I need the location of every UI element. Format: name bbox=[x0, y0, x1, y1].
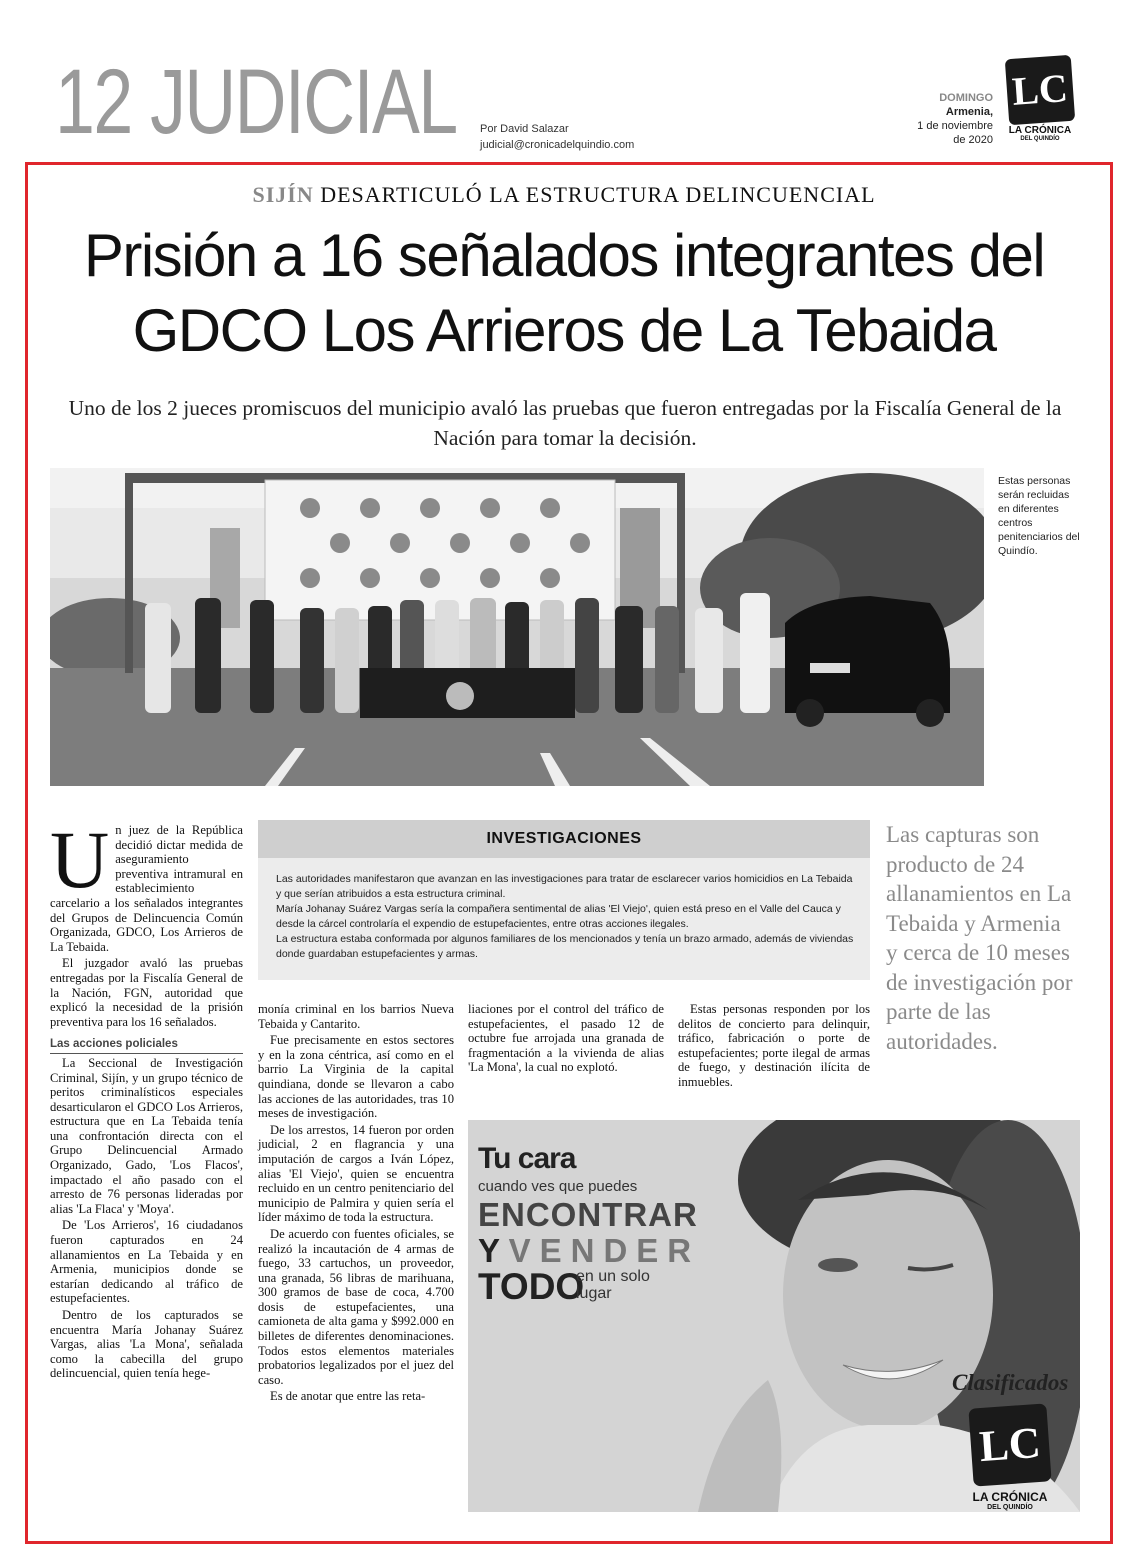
ad-line-4: Y VENDER bbox=[478, 1232, 701, 1269]
deck: Uno de los 2 jueces promiscuos del municipio avaló las pruebas que fueron entregadas por la Fiscalía General de la Nación para tomar la decisión. bbox=[68, 396, 1062, 450]
ad-brand: Clasificados bbox=[952, 1370, 1069, 1395]
date-line-2: de 2020 bbox=[953, 134, 993, 146]
paragraph: De los arrestos, 14 fueron por orden judicial, 2 en flagrancia y una imputación de cargos a Iván López, alias 'El Viejo', quien se encuentra recluido en un centro penitenciario del municipio de Palmira y quien sería el líder máximo de toda la estructura. bbox=[258, 1122, 454, 1225]
author-email[interactable]: judicial@cronicadelquindio.com bbox=[480, 139, 635, 151]
subhead: Las acciones policiales bbox=[50, 1037, 243, 1054]
paragraph: Estas personas responden por los delitos de concierto para delinquir, tráfico, fabricación o porte de estupefacientes; porte ilegal de armas de fuego, y destinación ilícita de inmuebles. bbox=[678, 1002, 870, 1089]
weekday: DOMINGO bbox=[939, 92, 993, 104]
paragraph: monía criminal en los barrios Nueva Tebaida y Cantarito. bbox=[258, 1002, 454, 1031]
byline bbox=[480, 121, 634, 153]
headline-line-2: GDCO Los Arrieros de La Tebaida bbox=[132, 297, 996, 364]
ad-logo-sub: DEL QUINDÍO bbox=[987, 1504, 1033, 1511]
ad-line-2: cuando ves que puedes bbox=[478, 1178, 638, 1195]
box-paragraph: Las autoridades manifestaron que avanzan en las investigaciones para tratar de esclarecer varios homicidios en La Tebaida y que serían atribuidos a esta estructura criminal. bbox=[276, 873, 853, 900]
ad-logo-mark: LC bbox=[968, 1403, 1051, 1486]
investigations-box bbox=[258, 820, 870, 980]
dateline bbox=[917, 91, 993, 147]
body-column-4 bbox=[678, 1002, 870, 1092]
lead-paragraph: Un juez de la República decidió dictar medida de aseguramiento preventiva intramural en establecimiento carcelario a los señalados integrantes del Grupos de Delincuencia Común Organizada, GDCO, Los Arrieros de La Tebaida. bbox=[50, 814, 243, 954]
ad-line-1: Tu cara bbox=[478, 1142, 576, 1175]
body-column-3 bbox=[468, 1002, 664, 1077]
body-column-2 bbox=[258, 1002, 454, 1406]
city: Armenia, bbox=[945, 106, 993, 118]
newspaper-logo bbox=[1003, 57, 1077, 142]
paragraph: liaciones por el control del tráfico de estupefacientes, el pasado 12 de octubre fue arrojada una granada de fragmentación a la vivienda de alias 'La Mona', la cual no explotó. bbox=[468, 1002, 664, 1075]
headline bbox=[40, 218, 1088, 368]
logo-mark: LC bbox=[1005, 55, 1075, 125]
paragraph: Es de anotar que entre las reta- bbox=[270, 1389, 426, 1404]
box-paragraph: La estructura estaba conformada por algunos familiares de los mencionados y tenía un brazo armado, además de viviendas donde guardaban estupefacientes y armas. bbox=[276, 933, 854, 960]
logo-sub: DEL QUINDÍO bbox=[1020, 136, 1060, 142]
paragraph: De 'Los Arrieros', 16 ciudadanos fueron capturados en 24 allanamientos en La Tebaida y en Armenia, municipios donde se estarían dedicando al tráfico de estupefacientes. bbox=[50, 1218, 243, 1306]
ad-line-3: ENCONTRAR bbox=[478, 1196, 698, 1233]
ad-line-5: TODO bbox=[478, 1266, 585, 1307]
author: Por David Salazar bbox=[480, 123, 569, 135]
pull-quote: Las capturas son producto de 24 allanamientos en La Tebaida y Armenia y cerca de 10 meses de investigación por parte de las autoridades. bbox=[886, 822, 1073, 1054]
date-line-1: 1 de noviembre bbox=[917, 120, 993, 132]
kicker-text: DESARTICULÓ LA ESTRUCTURA DELINCUENCIAL bbox=[313, 182, 876, 207]
body-column-1 bbox=[50, 814, 243, 1383]
box-body bbox=[258, 858, 870, 962]
box-paragraph: María Johanay Suárez Vargas sería la compañera sentimental de alias 'El Viejo', quien está preso en el Valle del Cauca y desde la cárcel controlaría el expendio de estupefacientes, entre otras acciones ilegales. bbox=[276, 903, 841, 930]
paragraph: Fue precisamente en estos sectores y en la zona céntrica, así como en el barrio La Virginia de la capital quindiana, donde se llevaron a cabo las acciones de las autoridades, tras 10 meses de investigación. bbox=[258, 1033, 454, 1121]
kicker-highlight: SIJÍN bbox=[252, 182, 314, 207]
drop-cap: U bbox=[50, 814, 110, 905]
box-title: INVESTIGACIONES bbox=[258, 820, 870, 858]
article-photo bbox=[50, 468, 984, 786]
ad-logo-name: LA CRÓNICA bbox=[972, 1490, 1048, 1504]
section-title: 12 JUDICIAL bbox=[55, 51, 457, 153]
paragraph: Dentro de los capturados se encuentra María Johanay Suárez Vargas, alias 'La Mona', señalada como la cabecilla del grupo delincuencial, quien tenía hege- bbox=[50, 1308, 243, 1381]
classifieds-ad[interactable] bbox=[468, 1120, 1080, 1512]
paragraph: El juzgador avaló las pruebas entregadas por la Fiscalía General de la Nación, FGN, autoridad que explicó la necesidad de la prisión preventiva para los 16 señalados. bbox=[50, 956, 243, 1029]
ad-logo bbox=[971, 1406, 1049, 1511]
photo-caption: Estas personas serán recluidas en diferentes centros penitenciarios del Quindío. bbox=[998, 475, 1080, 557]
ad-line-6: en un solo lugar bbox=[576, 1268, 650, 1302]
paragraph: La Seccional de Investigación Criminal, Sijín, y un grupo técnico de peritos criminalísticos especiales desarticularon el GDCO Los Arrieros, estructura que en La Tebaida tenía una confrontación directa con el Grupo Delincuencial Armado Organizado, Gado, 'Los Flacos', impactado el año pasado con el arresto de 76 personas lideradas por alias 'La Flaca' y 'Moya'. bbox=[50, 1055, 243, 1216]
paragraph: De acuerdo con fuentes oficiales, se realizó la incautación de 4 armas de fuego, 33 cartuchos, un proveedor, una granada, 56 libras de marihuana, 300 gramos de base de coca, 4.700 dosis de estupefacientes, una camioneta de alta gama y $992.000 en billetes de diferentes denominaciones. Todos estos elementos materiales probatorios legalizados por el juez del caso. bbox=[258, 1226, 454, 1387]
kicker bbox=[0, 182, 1128, 208]
headline-line-1: Prisión a 16 señalados integrantes del bbox=[83, 222, 1045, 289]
logo-name: LA CRÓNICA bbox=[1008, 125, 1072, 136]
